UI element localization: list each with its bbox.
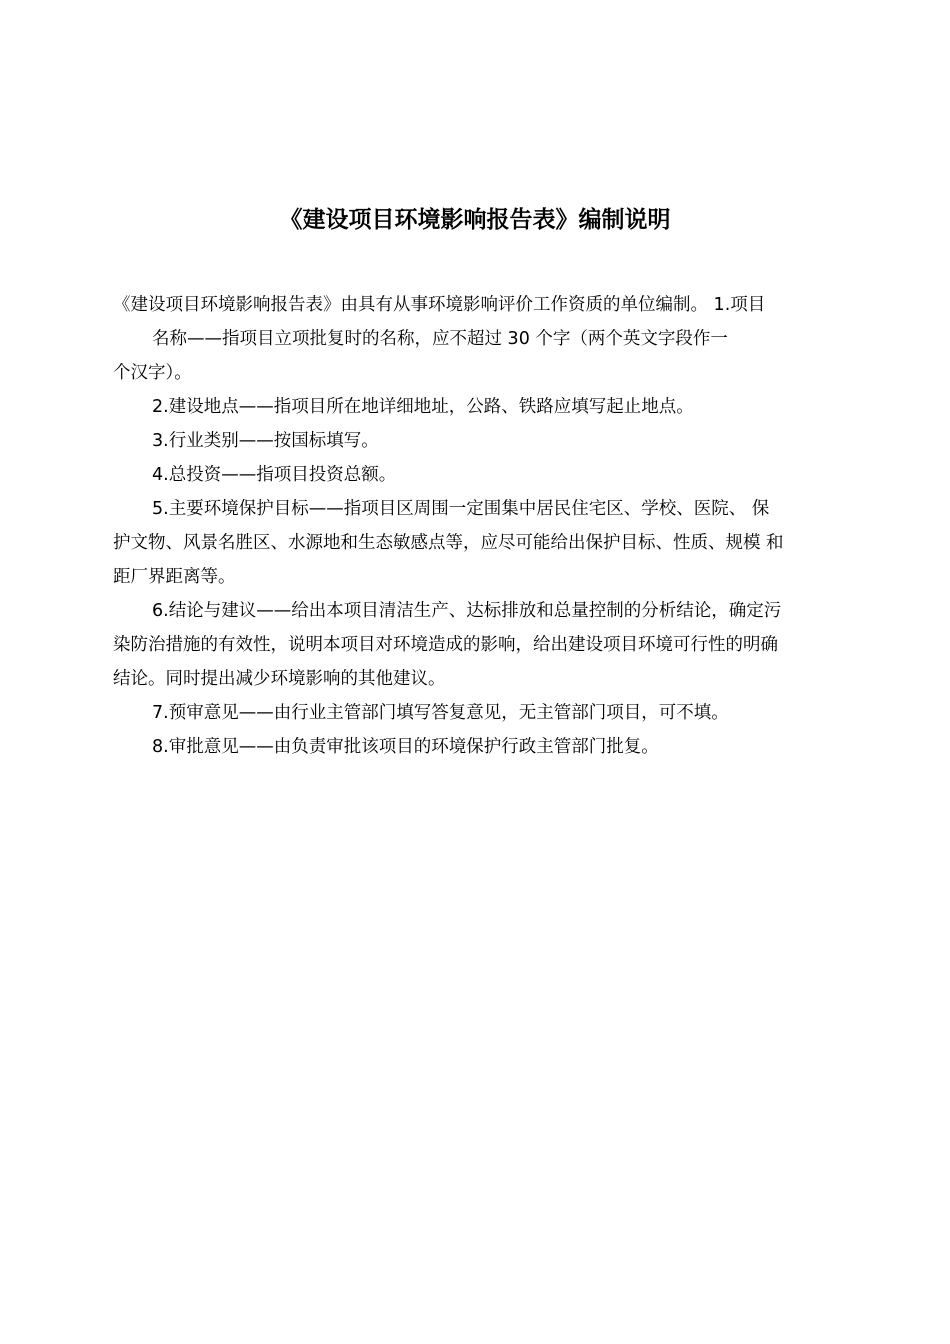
paragraph-6-line-3: 结论。同时提出减少环境影响的其他建议。 [113,669,446,689]
paragraph-1-line-1: 《建设项目环境影响报告表》由具有从事环境影响评价工作资质的单位编制。 1.项目 [113,295,766,315]
paragraph-3: 3.行业类别——按国标填写。 [152,431,379,451]
paragraph-4: 4.总投资——指项目投资总额。 [152,465,397,485]
paragraph-8: 8.审批意见——由负责审批该项目的环境保护行政主管部门批复。 [152,737,659,757]
paragraph-6-line-1: 6.结论与建议——给出本项目清洁生产、达标排放和总量控制的分析结论，确定污 [152,601,782,621]
paragraph-5-line-1: 5.主要环境保护目标——指项目区周围一定围集中居民住宅区、学校、医院、 保 [152,499,770,519]
document-body [113,288,844,764]
paragraph-5-line-2: 护文物、风景名胜区、水源地和生态敏感点等，应尽可能给出保护目标、性质、规模 和 [113,533,784,553]
paragraph-5-line-3: 距厂界距离等。 [113,567,236,587]
document-title: 《建设项目环境影响报告表》编制说明 [279,207,671,233]
paragraph-1-line-2: 名称——指项目立项批复时的名称，应不超过 30 个字（两个英文字段作一 [152,329,728,349]
paragraph-7: 7.预审意见——由行业主管部门填写答复意见，无主管部门项目，可不填。 [152,703,729,723]
paragraph-1-line-3: 个汉字）。 [113,363,192,383]
paragraph-2: 2.建设地点——指项目所在地详细地址，公路、铁路应填写起止地点。 [152,397,694,417]
paragraph-6-line-2: 染防治措施的有效性，说明本项目对环境造成的影响，给出建设项目环境可行性的明确 [113,635,778,655]
